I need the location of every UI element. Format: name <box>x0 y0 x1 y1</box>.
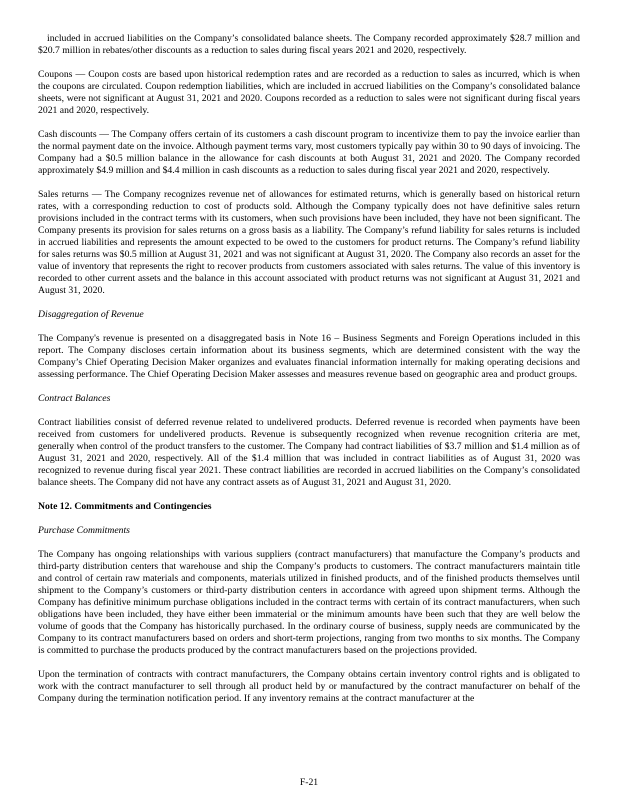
heading-disaggregation-of-revenue: Disaggregation of Revenue <box>38 309 144 320</box>
heading-note-12-commitments-and-contingencies: Note 12. Commitments and Contingencies <box>38 501 212 512</box>
para-sales-returns: Sales returns — The Company recognizes revenue net of allowances for estimated returns, which is generally based on historical return rates, with a corresponding reduction to cost of products sold. Although the Company typically does not have definitive sales return provisions included in the contract terms with its customers, when such provisions have been included, they have not been significant. The Company presents its provision for sales returns on a gross basis as a liability. The Company’s refund liability for sales returns is included in accrued liabilities and represents the amount expected to be owed to the customers for product returns. The Company’s refund liability for sales returns was $0.5 million at August 31, 2021 and was not significant at August 31, 2020. The Company also records an asset for the value of inventory that represents the right to recover products from customers associated with sales returns. The value of this inventory is recorded to other current assets and the balance in this account associated with product returns was not significant at August 31, 2021 and August 31, 2020. <box>38 189 580 296</box>
heading-purchase-commitments: Purchase Commitments <box>38 525 130 536</box>
page-number-footer: F-21 <box>299 777 319 788</box>
para-purchase-commitments-2: Upon the termination of contracts with contract manufacturers, the Company obtains certain inventory control rights and is obligated to work with the contract manufacturer to sell through all product held by or manufactured by the contract manufacturer on behalf of the Company during the termination notification period. If any inventory remains at the contract manufacturer at the <box>38 669 580 704</box>
para-contract-balances: Contract liabilities consist of deferred revenue related to undelivered products. Deferred revenue is recorded when payments have been received from customers for undelivered products. Revenue is subsequently recognized when revenue recognition criteria are met, generally when control of the product transfers to the customer. The Company had contract liabilities of $3.7 million and $1.4 million as of August 31, 2021 and 2020, respectively. All of the $1.4 million that was included in contract liabilities as of August 31, 2020 was recognized to revenue during fiscal year 2021. These contract liabilities are recorded in accrued liabilities on the Company’s consolidated balance sheets. The Company did not have any contract assets as of August 31, 2021 and August 31, 2020. <box>38 417 580 488</box>
para-rebates-continued: included in accrued liabilities on the Company’s consolidated balance sheets. The Company recorded approximately $28.7 million and $20.7 million in rebates/other discounts as a reduction to sales during fiscal years 2021 and 2020, respectively. <box>38 33 580 56</box>
heading-contract-balances: Contract Balances <box>38 393 111 404</box>
para-disaggregation-of-revenue: The Company's revenue is presented on a disaggregated basis in Note 16 – Business Segments and Foreign Operations included in this report. The Company discloses certain information about its business segments, which are determined consistent with the way the Company’s Chief Operating Decision Maker organizes and evaluates financial information internally for making operating decisions and assessing performance. The Chief Operating Decision Maker assesses and measures revenue based on geographic area and product groups. <box>38 333 580 380</box>
para-purchase-commitments-1: The Company has ongoing relationships with various suppliers (contract manufacturers) that manufacture the Company’s products and third-party distribution centers that warehouse and ship the Company’s products to customers. The contract manufacturers maintain title and control of certain raw materials and components, materials utilized in finished products, and of the finished products themselves until shipment to the Company’s customers or third-party distribution centers in accordance with agreed upon shipment terms. Although the Company has definitive minimum purchase obligations included in the contract terms with certain of its contract manufacturers, when such obligations have been included, they have either been immaterial or the minimum amounts have been such that they are well below the volume of goods that the Company has historically purchased. In the ordinary course of business, supply needs are communicated by the Company to its contract manufacturers based on orders and short-term projections, ranging from two months to six months. The Company is committed to purchase the products produced by the contract manufacturers based on the projections provided. <box>38 549 580 656</box>
para-cash-discounts: Cash discounts — The Company offers certain of its customers a cash discount program to incentivize them to pay the invoice earlier than the normal payment date on the invoice. Although payment terms vary, most customers typically pay within 30 to 90 days of invoicing. The Company had a $0.5 million balance in the allowance for cash discounts at both August 31, 2021 and 2020. The Company recorded approximately $4.9 million and $4.4 million in cash discounts as a reduction to sales during fiscal year 2021 and 2020, respectively. <box>38 129 580 176</box>
para-coupons: Coupons — Coupon costs are based upon historical redemption rates and are recorded as a reduction to sales as incurred, which is when the coupons are circulated. Coupon redemption liabilities, which are included in accrued liabilities on the Company’s consolidated balance sheets, were not significant at August 31, 2021 and 2020. Coupons recorded as a reduction to sales were not significant during fiscal years 2021 and 2020, respectively. <box>38 69 580 116</box>
